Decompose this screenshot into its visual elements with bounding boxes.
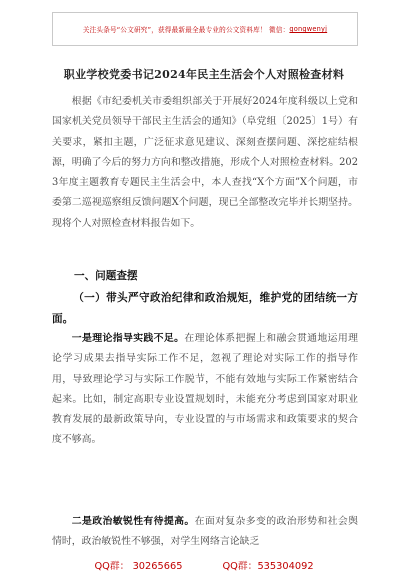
- section-heading: 一、问题查摆: [74, 270, 138, 282]
- point-two-paragraph: [52, 512, 358, 553]
- subsection-heading: （一）带头严守政治纪律和政治规矩，维护党的团结统一方面。: [52, 292, 358, 325]
- wechat-link[interactable]: gongwenyj: [289, 25, 328, 33]
- qq-group-two: QQ群：535304092: [222, 561, 314, 572]
- point-one-body: 在理论体系把握上和融会贯通地运用理论学习成果去指导实际工作不足，忽视了理论对实际工作的指导作用，导致理论学习与实际工作脱节，不能有效地与实际工作紧密结合起来。比如，制定高职专业设置规划时，未能充分考虑到国家对职业教育发展的最新政策导向，专业设置的与市场需求和政策要求的契合度不够高。: [52, 333, 358, 446]
- point-two-lead: 二是政治敏锐性有待提高。: [71, 516, 195, 527]
- banner-text: 关注头条号“公文研究”，获得最新最全最专业的公文资料库！ 微信：: [82, 26, 290, 34]
- qq-group-one: QQ群： 30265665: [94, 561, 183, 572]
- footer-bar: [0, 558, 408, 572]
- point-one-lead: 一是理论指导实践不足。: [71, 333, 185, 344]
- point-one-paragraph: [52, 329, 358, 451]
- intro-paragraph: 根据《市纪委机关市委组织部关于开展好2024年度科级以上党和国家机关党员领导干部民主生活会的通知》（阜党组〔2025〕1号）有关要求，紧扣主题，广泛征求意见建议、深刻查摆问题、深挖症结根源，明确了今后的努力方向和整改措施，形成个人对照检查材料。2023年度主题教育专题民主生活会中，本人查找“X个方面”X个问题，市委第二巡视巡察组反馈问题X个问题，现已全部整改完毕并长期坚持。现将个人对照检查材料报告如下。: [52, 96, 358, 229]
- point-two-body: 在面对复杂多变的政治形势和社会舆情时，政治敏锐性不够强，对学生网络言论缺乏: [52, 516, 358, 548]
- header-banner: [52, 12, 358, 46]
- document-title: 职业学校党委书记2024年民主生活会个人对照检查材料: [63, 68, 345, 81]
